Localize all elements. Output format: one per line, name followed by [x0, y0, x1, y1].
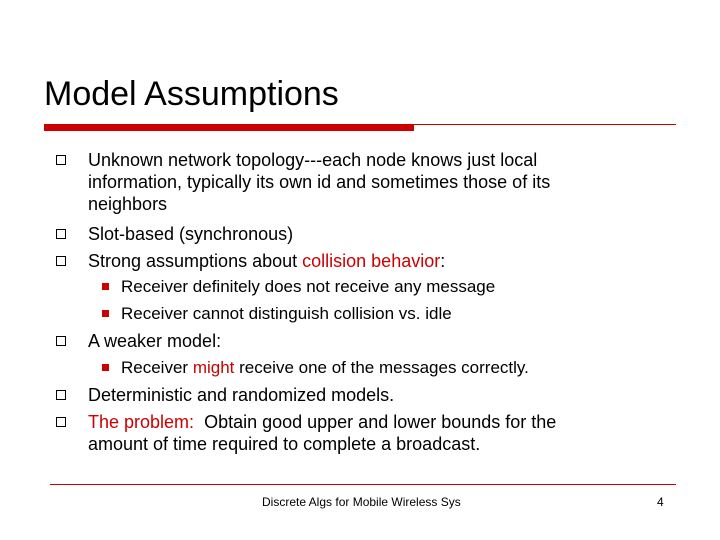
- page-number: 4: [657, 495, 664, 509]
- text: :: [440, 251, 446, 271]
- bullet-the-problem-line-2: amount of time required to complete a broadcast.: [88, 434, 481, 454]
- highlight-might: might: [192, 358, 235, 377]
- hollow-square-bullet-icon: [56, 229, 66, 239]
- hollow-square-bullet-icon: [56, 336, 66, 346]
- bullet-deterministic: Deterministic and randomized models.: [88, 385, 395, 405]
- bullet-topology-line-2: information, typically its own id and sometimes those of its: [88, 172, 551, 192]
- hollow-square-bullet-icon: [56, 256, 66, 266]
- bullet-the-problem-line-1: [88, 411, 648, 433]
- bullet-topology-line-1: Unknown network topology---each node knows just local: [88, 150, 538, 170]
- subbullet-might-receive: [121, 357, 641, 379]
- text: Obtain good upper and lower bounds for the: [194, 412, 557, 432]
- text: Strong assumptions about: [88, 251, 303, 271]
- title-underline-thick: [44, 124, 414, 131]
- subbullet-no-receive: Receiver definitely does not receive any message: [121, 277, 496, 296]
- bullet-slot-based: Slot-based (synchronous): [88, 224, 294, 244]
- text: Receiver: [121, 358, 193, 377]
- footer-rule: [50, 484, 676, 485]
- hollow-square-bullet-icon: [56, 390, 66, 400]
- text: receive one of the messages correctly.: [234, 358, 529, 377]
- bullet-topology-line-3: neighbors: [88, 194, 168, 214]
- bullet-the-problem: [88, 411, 648, 455]
- bullet-topology: [88, 149, 648, 215]
- filled-square-bullet-icon: [102, 283, 109, 290]
- highlight-the-problem: The problem:: [88, 412, 195, 432]
- title-underline-thin: [414, 124, 676, 125]
- hollow-square-bullet-icon: [56, 417, 66, 427]
- bullet-strong-assumptions: [88, 250, 648, 272]
- highlight-collision-behavior: collision behavior: [302, 251, 441, 271]
- slide-title: Model Assumptions: [44, 75, 339, 113]
- filled-square-bullet-icon: [102, 310, 109, 317]
- footer-title: Discrete Algs for Mobile Wireless Sys: [262, 495, 461, 509]
- subbullet-cannot-distinguish: Receiver cannot distinguish collision vs. idle: [121, 304, 452, 323]
- hollow-square-bullet-icon: [56, 155, 66, 165]
- filled-square-bullet-icon: [102, 364, 109, 371]
- bullet-weaker-model: A weaker model:: [88, 331, 222, 351]
